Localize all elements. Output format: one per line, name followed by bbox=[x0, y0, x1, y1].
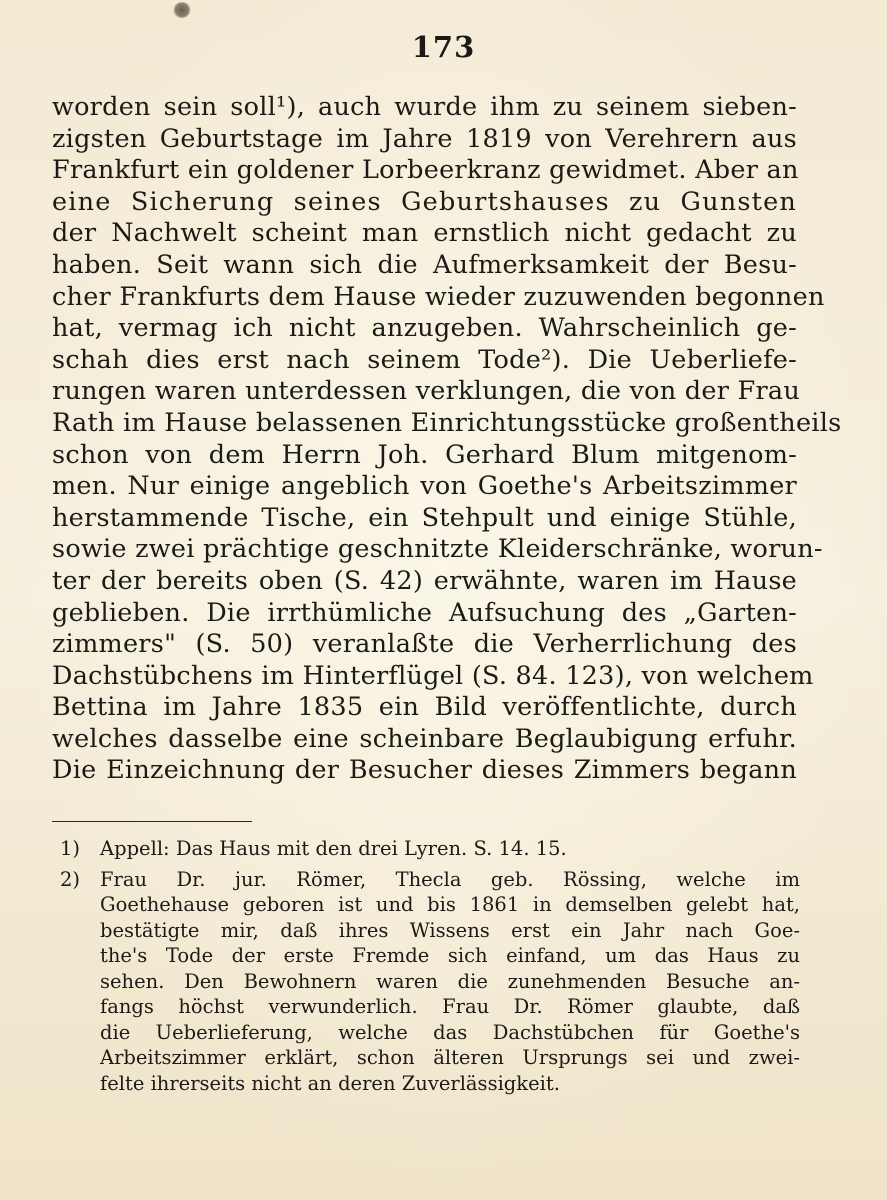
text-line: zimmers" (S. 50) veranlaßte die Verherrlichung des bbox=[52, 629, 797, 660]
text-line: Dachstübchens im Hinterflügel (S. 84. 123), von welchem bbox=[52, 660, 814, 691]
footnote-line: Appell: Das Haus mit den drei Lyren. S. 14. 15. bbox=[100, 837, 567, 860]
text-line: schon von dem Herrn Joh. Gerhard Blum mitgenom- bbox=[52, 439, 797, 470]
footnote-line: Frau Dr. jur. Römer, Thecla geb. Rössing, welche im bbox=[100, 867, 800, 891]
footnote-line: fangs höchst verwunderlich. Frau Dr. Römer glaubte, daß bbox=[100, 995, 800, 1018]
text-line: hat, vermag ich nicht anzugeben. Wahrscheinlich ge- bbox=[52, 313, 797, 344]
text-line: Rath im Hause belassenen Einrichtungsstücke großentheils bbox=[52, 407, 842, 438]
footnote-marker: 2) bbox=[60, 867, 81, 891]
text-line: geblieben. Die irrthümliche Aufsuchung des „Garten- bbox=[52, 597, 797, 628]
footnote-line: felte ihrerseits nicht an deren Zuverlässigkeit. bbox=[100, 1071, 560, 1095]
text-line: zigsten Geburtstage im Jahre 1819 von Verehrern aus bbox=[52, 123, 797, 154]
footnote-line: Arbeitszimmer erklärt, schon älteren Ursprungs sei und zwei- bbox=[100, 1046, 800, 1069]
text-line: ter der bereits oben (S. 42) erwähnte, waren im Hause bbox=[52, 565, 797, 596]
body-text bbox=[52, 92, 842, 787]
footnote-rule bbox=[52, 821, 252, 822]
footnote-line: the's Tode der erste Fremde sich einfand, um das Haus zu bbox=[100, 944, 800, 967]
text-line: worden sein soll¹), auch wurde ihm zu seinem sieben- bbox=[52, 92, 797, 122]
page-number: 173 bbox=[411, 30, 476, 64]
text-line: Die Einzeichnung der Besucher dieses Zimmers begann bbox=[52, 755, 797, 786]
footnote-line: Goethehause geboren ist und bis 1861 in demselben gelebt hat, bbox=[100, 893, 800, 916]
footnote-line: sehen. Den Bewohnern waren die zunehmenden Besuche an- bbox=[100, 969, 800, 993]
footnote-line: die Ueberlieferung, welche das Dachstübchen für Goethe's bbox=[100, 1020, 800, 1044]
text-line: men. Nur einige angeblich von Goethe's Arbeitszimmer bbox=[52, 471, 797, 502]
text-line: rungen waren unterdessen verklungen, die von der Frau bbox=[52, 376, 801, 407]
footnote-marker: 1) bbox=[60, 837, 81, 860]
text-line: welches dasselbe eine scheinbare Beglaubigung erfuhr. bbox=[52, 723, 797, 754]
footnotes bbox=[60, 836, 800, 1101]
text-line: eine Sicherung seines Geburtshauses zu Gunsten bbox=[52, 186, 797, 217]
text-line: sowie zwei prächtige geschnitzte Kleiderschränke, worun- bbox=[52, 534, 823, 565]
text-line: der Nachwelt scheint man ernstlich nicht gedacht zu bbox=[52, 218, 797, 249]
footnote-1 bbox=[60, 836, 800, 862]
text-line: Bettina im Jahre 1835 ein Bild veröffentlichte, durch bbox=[52, 692, 797, 723]
text-line: haben. Seit wann sich die Aufmerksamkeit der Besu- bbox=[52, 249, 797, 280]
text-line: herstammende Tische, ein Stehpult und einige Stühle, bbox=[52, 502, 797, 533]
text-line: schah dies erst nach seinem Tode²). Die Ueberliefe- bbox=[52, 344, 797, 375]
ink-blot bbox=[173, 2, 191, 18]
footnote-2 bbox=[60, 867, 800, 1097]
text-line: cher Frankfurts dem Hause wieder zuzuwenden begonnen bbox=[52, 281, 825, 312]
text-line: Frankfurt ein goldener Lorbeerkranz gewidmet. Aber an bbox=[52, 155, 799, 186]
footnote-line: bestätigte mir, daß ihres Wissens erst ein Jahr nach Goe- bbox=[100, 918, 800, 942]
